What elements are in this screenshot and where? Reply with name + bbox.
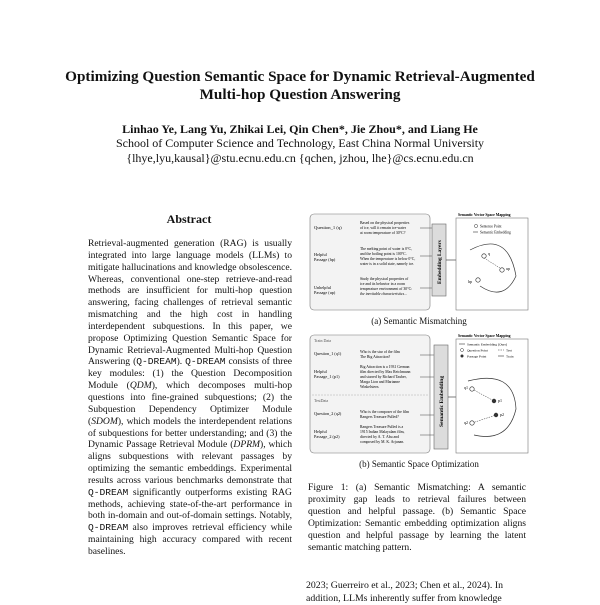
point-hp-label: hp bbox=[468, 279, 472, 284]
figure-1b-diagram bbox=[308, 331, 530, 457]
title-line-2: Multi-hop Question Answering bbox=[199, 86, 401, 103]
train-data-label: Train Data bbox=[314, 338, 332, 343]
emails: {lhye,lyu,kausal}@stu.ecnu.edu.cn {qchen, jzhou, lhe}@cs.ecnu.edu.cn bbox=[126, 151, 474, 165]
module-sdom: SDOM bbox=[91, 415, 118, 427]
q2-label: Question_2 (q2) bbox=[314, 411, 342, 416]
method-name: Q-DREAM bbox=[88, 486, 129, 498]
unhelpful-label: Unhelpful bbox=[314, 285, 331, 290]
method-name: Q-DREAM bbox=[136, 356, 177, 368]
abstract-text-4: ), which decomposes multi-hop questions into fine-grained subquestions; (2) the Subquestion Dependency Optimizer Module ( bbox=[88, 380, 292, 427]
unhelpful-label: Passage (up) bbox=[314, 290, 336, 295]
hp1-text: Winkelstern. bbox=[360, 385, 380, 389]
q1-text: Who is the star of the film bbox=[360, 350, 400, 354]
module-qdm: QDM bbox=[129, 380, 152, 392]
question-text: of ice, will it remain ice-water bbox=[360, 226, 406, 230]
helpful-text: The melting point of water is 0°C, bbox=[360, 247, 413, 251]
legend-passage-icon bbox=[461, 355, 464, 358]
unhelpful-text: Study the physical properties of bbox=[360, 277, 409, 281]
point-q1-label: q1 bbox=[464, 385, 468, 390]
q2-text: Who is the composer of the film bbox=[360, 410, 410, 414]
abstract-text-3: consists of three key modules: (1) the Question Decomposition Module ( bbox=[88, 356, 292, 392]
hp2-label: Helpful bbox=[314, 429, 327, 434]
figure-1a-caption: (a) Semantic Mismatching bbox=[371, 316, 467, 326]
hp1-label: Helpful bbox=[314, 369, 327, 374]
point-p2 bbox=[494, 413, 498, 417]
abstract-text-2: ). bbox=[176, 356, 186, 368]
abstract-text-5: ), which models the interdependent relations of subquestions for better understanding; and (3) the Dynamic Passage Retrieval Module ( bbox=[88, 415, 292, 451]
question-text: at room temperature of 30°C? bbox=[360, 231, 406, 235]
hp2-text: composed by M. K. Arjunan. bbox=[360, 440, 405, 444]
point-p1-label: p1 bbox=[498, 398, 502, 403]
module-dprm: DPRM bbox=[233, 439, 261, 451]
helpful-text: When the temperature is below 0°C, bbox=[360, 257, 416, 261]
unhelpful-text: ice and its behavior in a room bbox=[360, 282, 406, 286]
legend-semantic-embedding: Semantic Embedding bbox=[480, 230, 511, 235]
affiliation-block bbox=[0, 136, 600, 166]
unhelpful-text: the inevitable characteristics... bbox=[360, 292, 407, 296]
q1-label: Question_1 (q1) bbox=[314, 351, 342, 356]
question-label: Question_1 (q) bbox=[314, 225, 342, 230]
hp2-text: directed by A. T. Abu and bbox=[360, 435, 399, 439]
abstract-body bbox=[88, 238, 292, 558]
legend-question-point: Question Point bbox=[467, 348, 488, 353]
legend-test: Test bbox=[506, 348, 512, 353]
point-q bbox=[482, 254, 486, 258]
legend-question-icon bbox=[461, 349, 464, 352]
legend-passage-point: Passage Point bbox=[467, 354, 487, 359]
method-name: Q-DREAM bbox=[185, 356, 226, 368]
point-p2-label: p2 bbox=[500, 412, 504, 417]
vector-space-title: Semantic Vector Space Mapping bbox=[458, 334, 511, 338]
question-text: Based on the physical properties bbox=[360, 221, 410, 225]
legend-semantic-embedding: Semantic Embedding (Ours) bbox=[467, 342, 508, 347]
q2-text: Rangers Treasure Pulled? bbox=[360, 415, 399, 419]
q1-text: The Big Attraction? bbox=[360, 355, 391, 359]
hp2-text: 1915 Indian Malayalam film, bbox=[360, 430, 405, 434]
helpful-text: water is in a solid state, namely ice. bbox=[360, 262, 415, 266]
body-text-line-2: addition, LLMs inherently suffer from knowledge bbox=[306, 593, 502, 604]
body-text-line-1: 2023; Guerreiro et al., 2023; Chen et al., 2024). In bbox=[306, 580, 503, 591]
abstract-text-1: Retrieval-augmented generation (RAG) is usually integrated into large language models (LLMs) to mitigate hallucinations and knowledge obsolescence. Whereas, conventional one-step retrieve-and-read methods are insufficient for multi-hop question answering, facing challenges of retrieval semantic mismatching and the high cost in handling interdependent subquestions. In this paper, we propose Optimizing Question Semantic Space for Dynamic Retrieval-Augmented Multi-hop Question Answering ( bbox=[88, 238, 292, 368]
abstract-text-7: significantly outperforms existing RAG methods, achieving state-of-the-art performance in both in-domain and out-of-domain settings. Notably, bbox=[88, 486, 292, 522]
hp2-label: Passage_2 (p2) bbox=[314, 434, 340, 439]
embedding-layer-label: Embedding Layers bbox=[437, 240, 443, 284]
point-q2 bbox=[470, 421, 474, 425]
point-q1 bbox=[470, 387, 474, 391]
affiliation: School of Computer Science and Technology, East China Normal University bbox=[115, 136, 485, 150]
helpful-label: Helpful bbox=[314, 252, 327, 257]
vector-space-title: Semantic Vector Space Mapping bbox=[458, 213, 511, 217]
point-p1 bbox=[492, 399, 496, 403]
title-line-1: Optimizing Question Semantic Space for Dynamic Retrieval-Augmented bbox=[65, 68, 535, 85]
point-up-label: up bbox=[506, 266, 510, 271]
figure-1b-caption: (b) Semantic Space Optimization bbox=[359, 459, 479, 469]
test-data-label: TestData bbox=[314, 398, 329, 403]
point-q-label: q bbox=[488, 251, 490, 256]
figure-caption: Figure 1: (a) Semantic Mismatching: A semantic proximity gap leads to retrieval failures between question and helpful passage. (b) Semantic Space Optimization: Semantic embedding optimization aligns question and helpful passage by learning the latent semantic matching pattern. bbox=[308, 482, 526, 553]
hp1-text: Big Attraction is a 1931 German bbox=[360, 365, 410, 369]
semantic-embedding-label: Semantic Embedding bbox=[439, 375, 445, 427]
paper-title bbox=[0, 68, 600, 104]
legend-train: Train bbox=[506, 354, 514, 359]
hp1-text: Marga Lion and Marianne bbox=[360, 380, 400, 384]
legend-point-icon bbox=[474, 224, 477, 227]
method-name: Q-DREAM bbox=[88, 522, 129, 534]
hp1-text: film directed by Max Reichmann bbox=[360, 370, 411, 374]
point-up bbox=[500, 268, 504, 272]
authors: Linhao Ye, Lang Yu, Zhikai Lei, Qin Chen*, Jie Zhou*, and Liang He bbox=[122, 122, 478, 136]
point-q2-label: q2 bbox=[464, 420, 468, 425]
unhelpful-text: temperature environment of 30°C: bbox=[360, 287, 413, 291]
figure-1a-diagram bbox=[308, 210, 530, 318]
abstract-text-6: ), which aligns subquestions with relevant passages by optimizing the semantic embeddings. Experimental results across various benchmarks demonstrate that bbox=[88, 439, 292, 486]
point-hp bbox=[476, 278, 480, 282]
helpful-label: Passage (hp) bbox=[314, 257, 336, 262]
legend-sentence-point: Sentence Point bbox=[480, 224, 502, 229]
hp1-label: Passage_1 (p1) bbox=[314, 374, 340, 379]
hp1-text: and starred by Richard Tauber, bbox=[360, 375, 407, 379]
helpful-text: and the boiling point is 100°C. bbox=[360, 252, 407, 256]
abstract-heading: Abstract bbox=[166, 212, 212, 226]
abstract-text-8: also improves retrieval efficiency while maintaining high accuracy compared with recent baselines. bbox=[88, 522, 292, 557]
hp2-text: Rangers Treasure Pulled is a bbox=[360, 425, 404, 429]
